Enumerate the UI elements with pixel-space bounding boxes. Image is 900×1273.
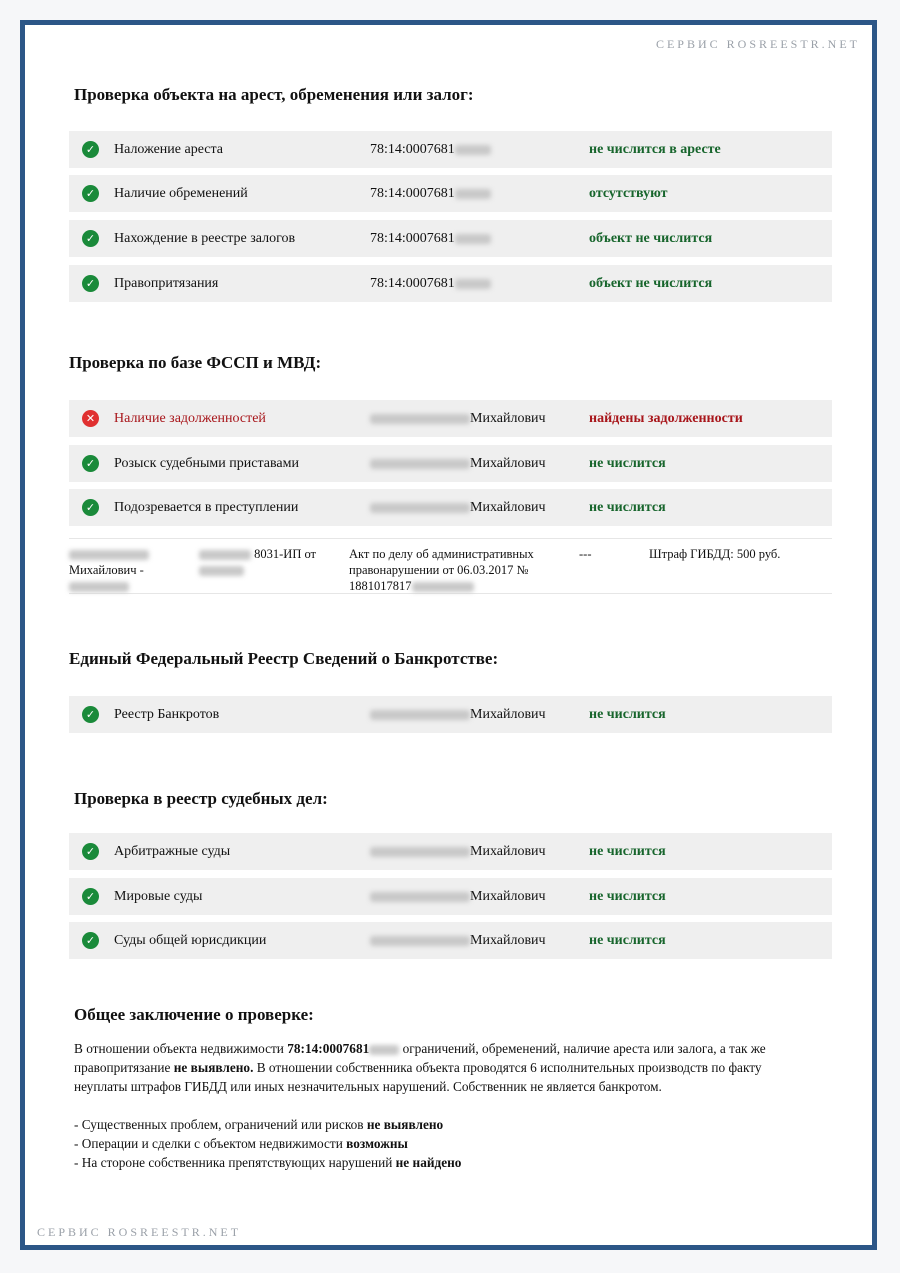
check-value: [370, 142, 491, 158]
value-text: 78:14:0007681: [370, 186, 455, 201]
bullet-text: - Операции и сделки с объектом недвижимости: [74, 1136, 347, 1151]
document-text: Акт по делу об административных правонарушении от 06.03.2017 № 1881017817: [349, 547, 534, 593]
check-label: Наложение ареста: [114, 142, 223, 157]
check-label: Нахождение в реестре залогов: [114, 231, 296, 246]
conclusion-paragraph: [74, 1039, 814, 1096]
check-value: [370, 889, 546, 905]
check-row: [69, 878, 832, 915]
check-status: не числится: [589, 707, 666, 722]
check-label: Суды общей юрисдикции: [114, 933, 267, 948]
check-value: [370, 844, 546, 860]
check-value: [370, 707, 546, 723]
check-label: Наличие задолженностей: [114, 411, 266, 426]
check-row: [69, 833, 832, 870]
check-icon: ✓: [82, 185, 99, 202]
check-status: не числится: [589, 933, 666, 948]
cadastral-number: 78:14:0007681: [287, 1041, 370, 1056]
value-text: Михайлович: [470, 844, 546, 859]
watermark-bottom: СЕРВИС ROSREESTR.NET: [37, 1225, 242, 1239]
subject-cell: Штраф ГИБДД: 500 руб.: [649, 547, 781, 561]
case-number: 8031-ИП от: [254, 547, 317, 561]
check-status: найдены задолженности: [589, 411, 743, 426]
check-value: [370, 231, 491, 247]
check-status: не числится: [589, 500, 666, 515]
check-value: [370, 411, 546, 427]
check-label: Арбитражные суды: [114, 844, 231, 859]
check-row: [69, 175, 832, 212]
check-value: [370, 933, 546, 949]
check-status: не числится: [589, 456, 666, 471]
check-icon: ✓: [82, 888, 99, 905]
check-status: не числится: [589, 844, 666, 859]
bullet-bold: не найдено: [395, 1155, 462, 1170]
debtor-cell: [69, 546, 189, 594]
conclusion-bullet: [74, 1153, 814, 1172]
check-label: Наличие обременений: [114, 186, 248, 201]
check-value: [370, 186, 491, 202]
check-status: не числится: [589, 889, 666, 904]
check-row: [69, 400, 832, 437]
check-status: не числится в аресте: [589, 142, 721, 157]
check-icon: ✓: [82, 499, 99, 516]
value-text: Михайлович: [470, 933, 546, 948]
conclusion-text: [74, 1039, 814, 1172]
value-text: Михайлович: [470, 889, 546, 904]
value-text: 78:14:0007681: [370, 231, 455, 246]
conclusion-bullet: [74, 1134, 814, 1153]
check-icon: ✓: [82, 932, 99, 949]
check-row: [69, 220, 832, 257]
value-text: 78:14:0007681: [370, 276, 455, 291]
p1-a: В отношении объекта недвижимости: [74, 1041, 288, 1056]
check-row: [69, 696, 832, 733]
conclusion-title: Общее заключение о проверке:: [74, 1005, 314, 1024]
value-text: 78:14:0007681: [370, 142, 455, 157]
check-label: Реестр Банкротов: [114, 707, 220, 722]
bullet-bold: не выявлено: [366, 1117, 444, 1132]
check-icon: ✓: [82, 843, 99, 860]
bullet-text: - Существенных проблем, ограничений или рисков: [74, 1117, 367, 1132]
check-value: [370, 456, 546, 472]
check-label: Подозревается в преступлении: [114, 500, 299, 515]
enforcement-table-row: [69, 538, 832, 594]
watermark-top: СЕРВИС ROSREESTR.NET: [655, 37, 860, 51]
p1-b: ограничений, обременений, наличие ареста или залога, а так же правопритязание: [74, 1041, 766, 1075]
section-title-courts: Проверка в реестр судебных дел:: [74, 789, 328, 808]
conclusion-bullet: [74, 1115, 814, 1134]
check-label: Розыск судебными приставами: [114, 456, 299, 471]
bullet-text: - На стороне собственника препятствующих нарушений: [74, 1155, 396, 1170]
check-row: [69, 922, 832, 959]
check-row: [69, 265, 832, 302]
check-icon: ✓: [82, 230, 99, 247]
check-value: [370, 276, 491, 292]
document-cell: [349, 546, 559, 594]
check-status: объект не числится: [589, 231, 713, 246]
check-row: [69, 489, 832, 526]
check-label: Правопритязания: [114, 276, 219, 291]
case-number-cell: [199, 546, 319, 578]
check-label: Мировые суды: [114, 889, 203, 904]
value-text: Михайлович: [470, 411, 546, 426]
value-text: Михайлович: [470, 707, 546, 722]
check-icon: ✓: [82, 706, 99, 723]
check-status: объект не числится: [589, 276, 713, 291]
bullet-bold: возможны: [346, 1136, 408, 1151]
value-text: Михайлович: [470, 456, 546, 471]
check-icon: ✓: [82, 455, 99, 472]
check-status: отсутствуют: [589, 186, 668, 201]
section-title-arrest: Проверка объекта на арест, обременения или залог:: [74, 85, 474, 104]
section-title-bankrupt: Единый Федеральный Реестр Сведений о Банкротстве:: [69, 649, 499, 668]
section-title-fssp: Проверка по базе ФССП и МВД:: [69, 353, 322, 372]
check-icon: ✓: [82, 275, 99, 292]
debtor-name: Михайлович -: [69, 563, 144, 577]
check-value: [370, 500, 546, 516]
value-text: Михайлович: [470, 500, 546, 515]
check-row: [69, 131, 832, 168]
report-page: [20, 20, 877, 1250]
p1-c: В отношении собственника объекта проводятся 6 исполнительных производств по факту неуплаты штрафов ГИБДД или иных незначительных нарушений. Собственник не является банкротом.: [74, 1060, 762, 1094]
dash-cell: ---: [579, 547, 592, 561]
check-icon: ✓: [82, 141, 99, 158]
check-row: [69, 445, 832, 482]
p1-bold: не выявлено.: [173, 1060, 254, 1075]
error-x-icon: ✕: [82, 410, 99, 427]
